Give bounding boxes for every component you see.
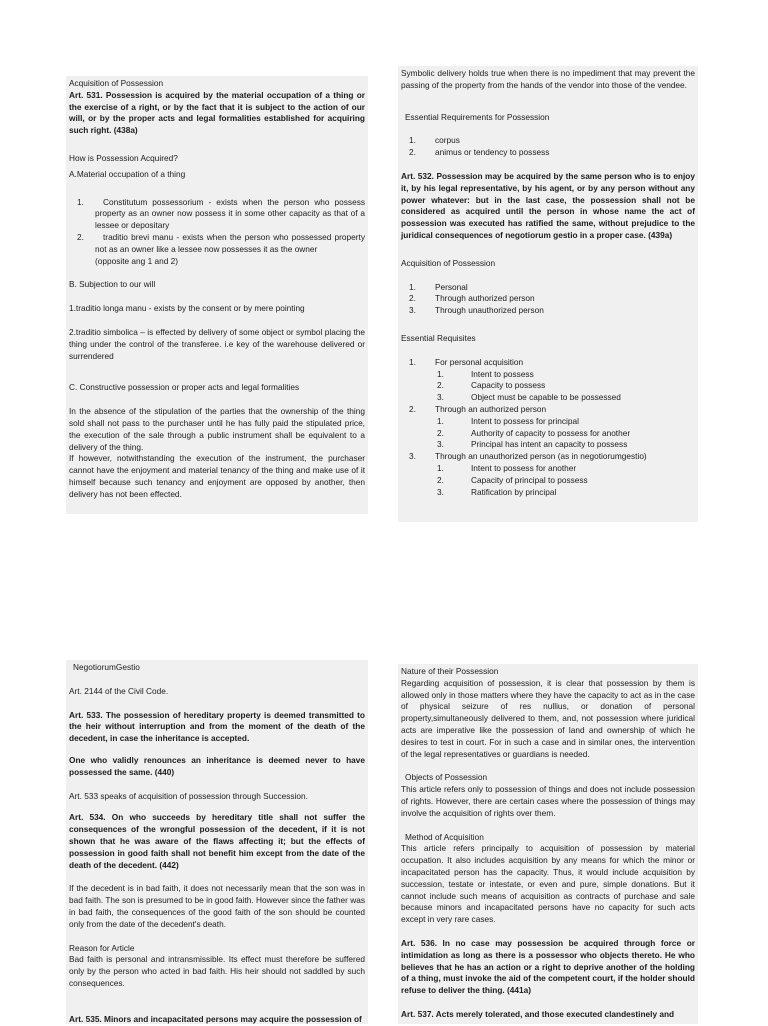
subheading-a: A.Material occupation of a thing <box>69 168 186 179</box>
sub-list-item: 3. Object must be capable to be possessed <box>437 392 621 403</box>
paragraph: In the absence of the stipulation of the parties that the ownership of the thing sold shall not pass to the purchaser until he has fully paid the stipulated price, the execution of the sale through a public instrument shall be equivalent to a delivery of the thing. <box>69 406 365 452</box>
section-heading: Reason for Article <box>69 942 135 953</box>
section-heading: Essential Requirements for Possession <box>405 111 550 122</box>
list-item: 2. animus or tendency to possess <box>409 147 550 158</box>
column-top-right <box>398 66 698 522</box>
article-537: Art. 537. Acts merely tolerated, and those executed clandestinely and <box>401 1008 675 1019</box>
article-531: Art. 531. Possession is acquired by the material occupation of a thing or the exercise of a right, or by the fact that it is subject to the action of our will, or by the proper acts and legal formalities established for acquiring such right. (438a) <box>69 89 365 136</box>
sub-list-item: 1. Intent to possess for another <box>437 462 577 473</box>
paragraph: This article refers principally to acquisition of possession by material occupation. It also includes acquisition by any means for which the minor or incapacitated person has the capacity. Thus, it would include acquisition by succession, testate or intestate, or even and pure, simple donations. But it cannot include such means of acquisition as contracts of purchase and sale because minors and incapacitated persons have no capacity for such acts except in very rare cases. <box>401 843 695 925</box>
paragraph: Regarding acquisition of possession, it is clear that possession by them is allowed only in those matters where they have the capacity to act as in the case of physical seizure of res nullius, or donation of personal property,simultaneously delivered to them, and, not possession where juridical acts are imperative like the possession of land and ownership of which he desires to test in court. For in such a case and in similar ones, the intervention of the legal representatives or guardians is needed. <box>401 677 695 759</box>
list-item: 1. Personal <box>409 281 468 292</box>
article-532: Art. 532. Possession may be acquired by the same person who is to enjoy it, by his legal representative, by his agent, or by any person without any power whatever: but in the last case, the possession shall not be considered as acquired until the person in whose name the act of possession was executed has ratified the same, without prejudice to the juridical consequences of negotiorum gestio in a proper case. (439a) <box>401 170 695 240</box>
article-536: Art. 536. In no case may possession be acquired through force or intimidation as long as there is a possessor who objects thereto. He who believes that he has an action or a right to deprive another of the holding of a thing, must invoke the aid of the competent court, if the holder should refuse to deliver the thing. (441a) <box>401 937 695 996</box>
subheading-b: B. Subjection to our will <box>69 279 156 290</box>
list-item: 2. traditio brevi manu - exists when the person who possessed property not as an owner like a lessee now possesses it as the owner <box>77 231 365 254</box>
question-heading: How is Possession Acquired? <box>69 152 178 163</box>
paragraph: Symbolic delivery holds true when there is no impediment that may prevent the passing of the property from the hands of the vendor into those of the vendee. <box>401 68 695 90</box>
list-item: 3. Through an unauthorized person (as in negotiorumgestio) <box>409 451 647 462</box>
column-bottom-left <box>66 660 368 1024</box>
article-534: Art. 534. On who succeeds by hereditary title shall not suffer the consequences of the wrongful possession of the decedent, if it is not shown that he was aware of the flaws affecting it; but the effects of possession in good faith shall not benefit him except from the date of the death of the decedent. (442) <box>69 812 365 870</box>
section-heading: Essential Requisites <box>401 332 476 343</box>
sub-list-item: 2. Capacity of principal to possess <box>437 474 588 485</box>
sub-list-item: 3. Principal has intent an capacity to possess <box>437 439 628 450</box>
sub-list-item: 3. Ratification by principal <box>437 486 557 497</box>
list-item: 1. For personal acquisition <box>409 356 524 367</box>
article-535: Art. 535. Minors and incapacitated persons may acquire the possession of <box>69 1013 362 1024</box>
sub-list-item: 2. Authority of capacity to possess for another <box>437 427 631 438</box>
column-top-left <box>66 76 368 514</box>
column-bottom-right <box>398 664 698 1024</box>
list-item: 3. Through unauthorized person <box>409 305 544 316</box>
subheading-c: C. Constructive possession or proper acts and legal formalities <box>69 382 300 393</box>
paragraph-renounce: One who validly renounces an inheritance is deemed never to have possessed the same. (440) <box>69 754 365 777</box>
section-heading: Objects of Possession <box>405 772 488 783</box>
paragraph: 2.traditio simbolica – is effected by delivery of some object or symbol placing the thing under the control of the transferee. i.e key of the warehouse delivered or surrendered <box>69 326 365 361</box>
list-item: 2. Through authorized person <box>409 293 535 304</box>
sub-list-item: 2. Capacity to possess <box>437 380 546 391</box>
paragraph: Art. 533 speaks of acquisition of possession through Succession. <box>69 790 308 801</box>
article-533: Art. 533. The possession of hereditary property is deemed transmitted to the heir without interruption and from the moment of the death of the decedent, in case the inheritance is accepted. <box>69 709 365 744</box>
section-heading: Acquisition of Possession <box>401 257 496 268</box>
section-heading: Nature of their Possession <box>401 666 499 676</box>
paragraph: This article refers only to possession of things and does not include possession of rights. However, there are certain cases where the possession of things may involve the acquisition of rights over them. <box>401 784 695 818</box>
paragraph: Art. 2144 of the Civil Code. <box>69 685 169 696</box>
section-heading: NegotiorumGestio <box>73 662 140 672</box>
list-item: 1. Constitutum possessorium - exists when the person who possess property as an owner now possess it in some other capacity as that of a lessee or depositary <box>77 196 365 231</box>
paragraph: 1.traditio longa manu - exists by the consent or by mere pointing <box>69 303 305 314</box>
paragraph: If the decedent is in bad faith, it does not necessarily mean that the son was in bad faith. The son is presumed to be in good faith. However since the father was in bad faith, the consequences of the good faith of the son should be counted only from the date of the decedent's death. <box>69 883 365 929</box>
sub-list-item: 1. Intent to possess for principal <box>437 415 579 426</box>
paragraph: Bad faith is personal and intransmissible. Its effect must therefore be suffered only by the person who acted in bad faith. His heir should not saddled by such consequences. <box>69 954 365 988</box>
sub-list-item: 1. Intent to possess <box>437 368 534 379</box>
list-item: 2. Through an authorized person <box>409 403 547 414</box>
paragraph: If however, notwithstanding the execution of the instrument, the purchaser cannot have the enjoyment and material tenancy of the thing and make use of it himself because such tenancy and enjoyment are opposed by another, then delivery has not been effected. <box>69 453 365 499</box>
list-item: 1. corpus <box>409 135 460 146</box>
section-heading: Acquisition of Possession <box>69 78 164 88</box>
note: (opposite ang 1 and 2) <box>95 255 179 266</box>
section-heading: Method of Acquisition <box>405 831 484 842</box>
